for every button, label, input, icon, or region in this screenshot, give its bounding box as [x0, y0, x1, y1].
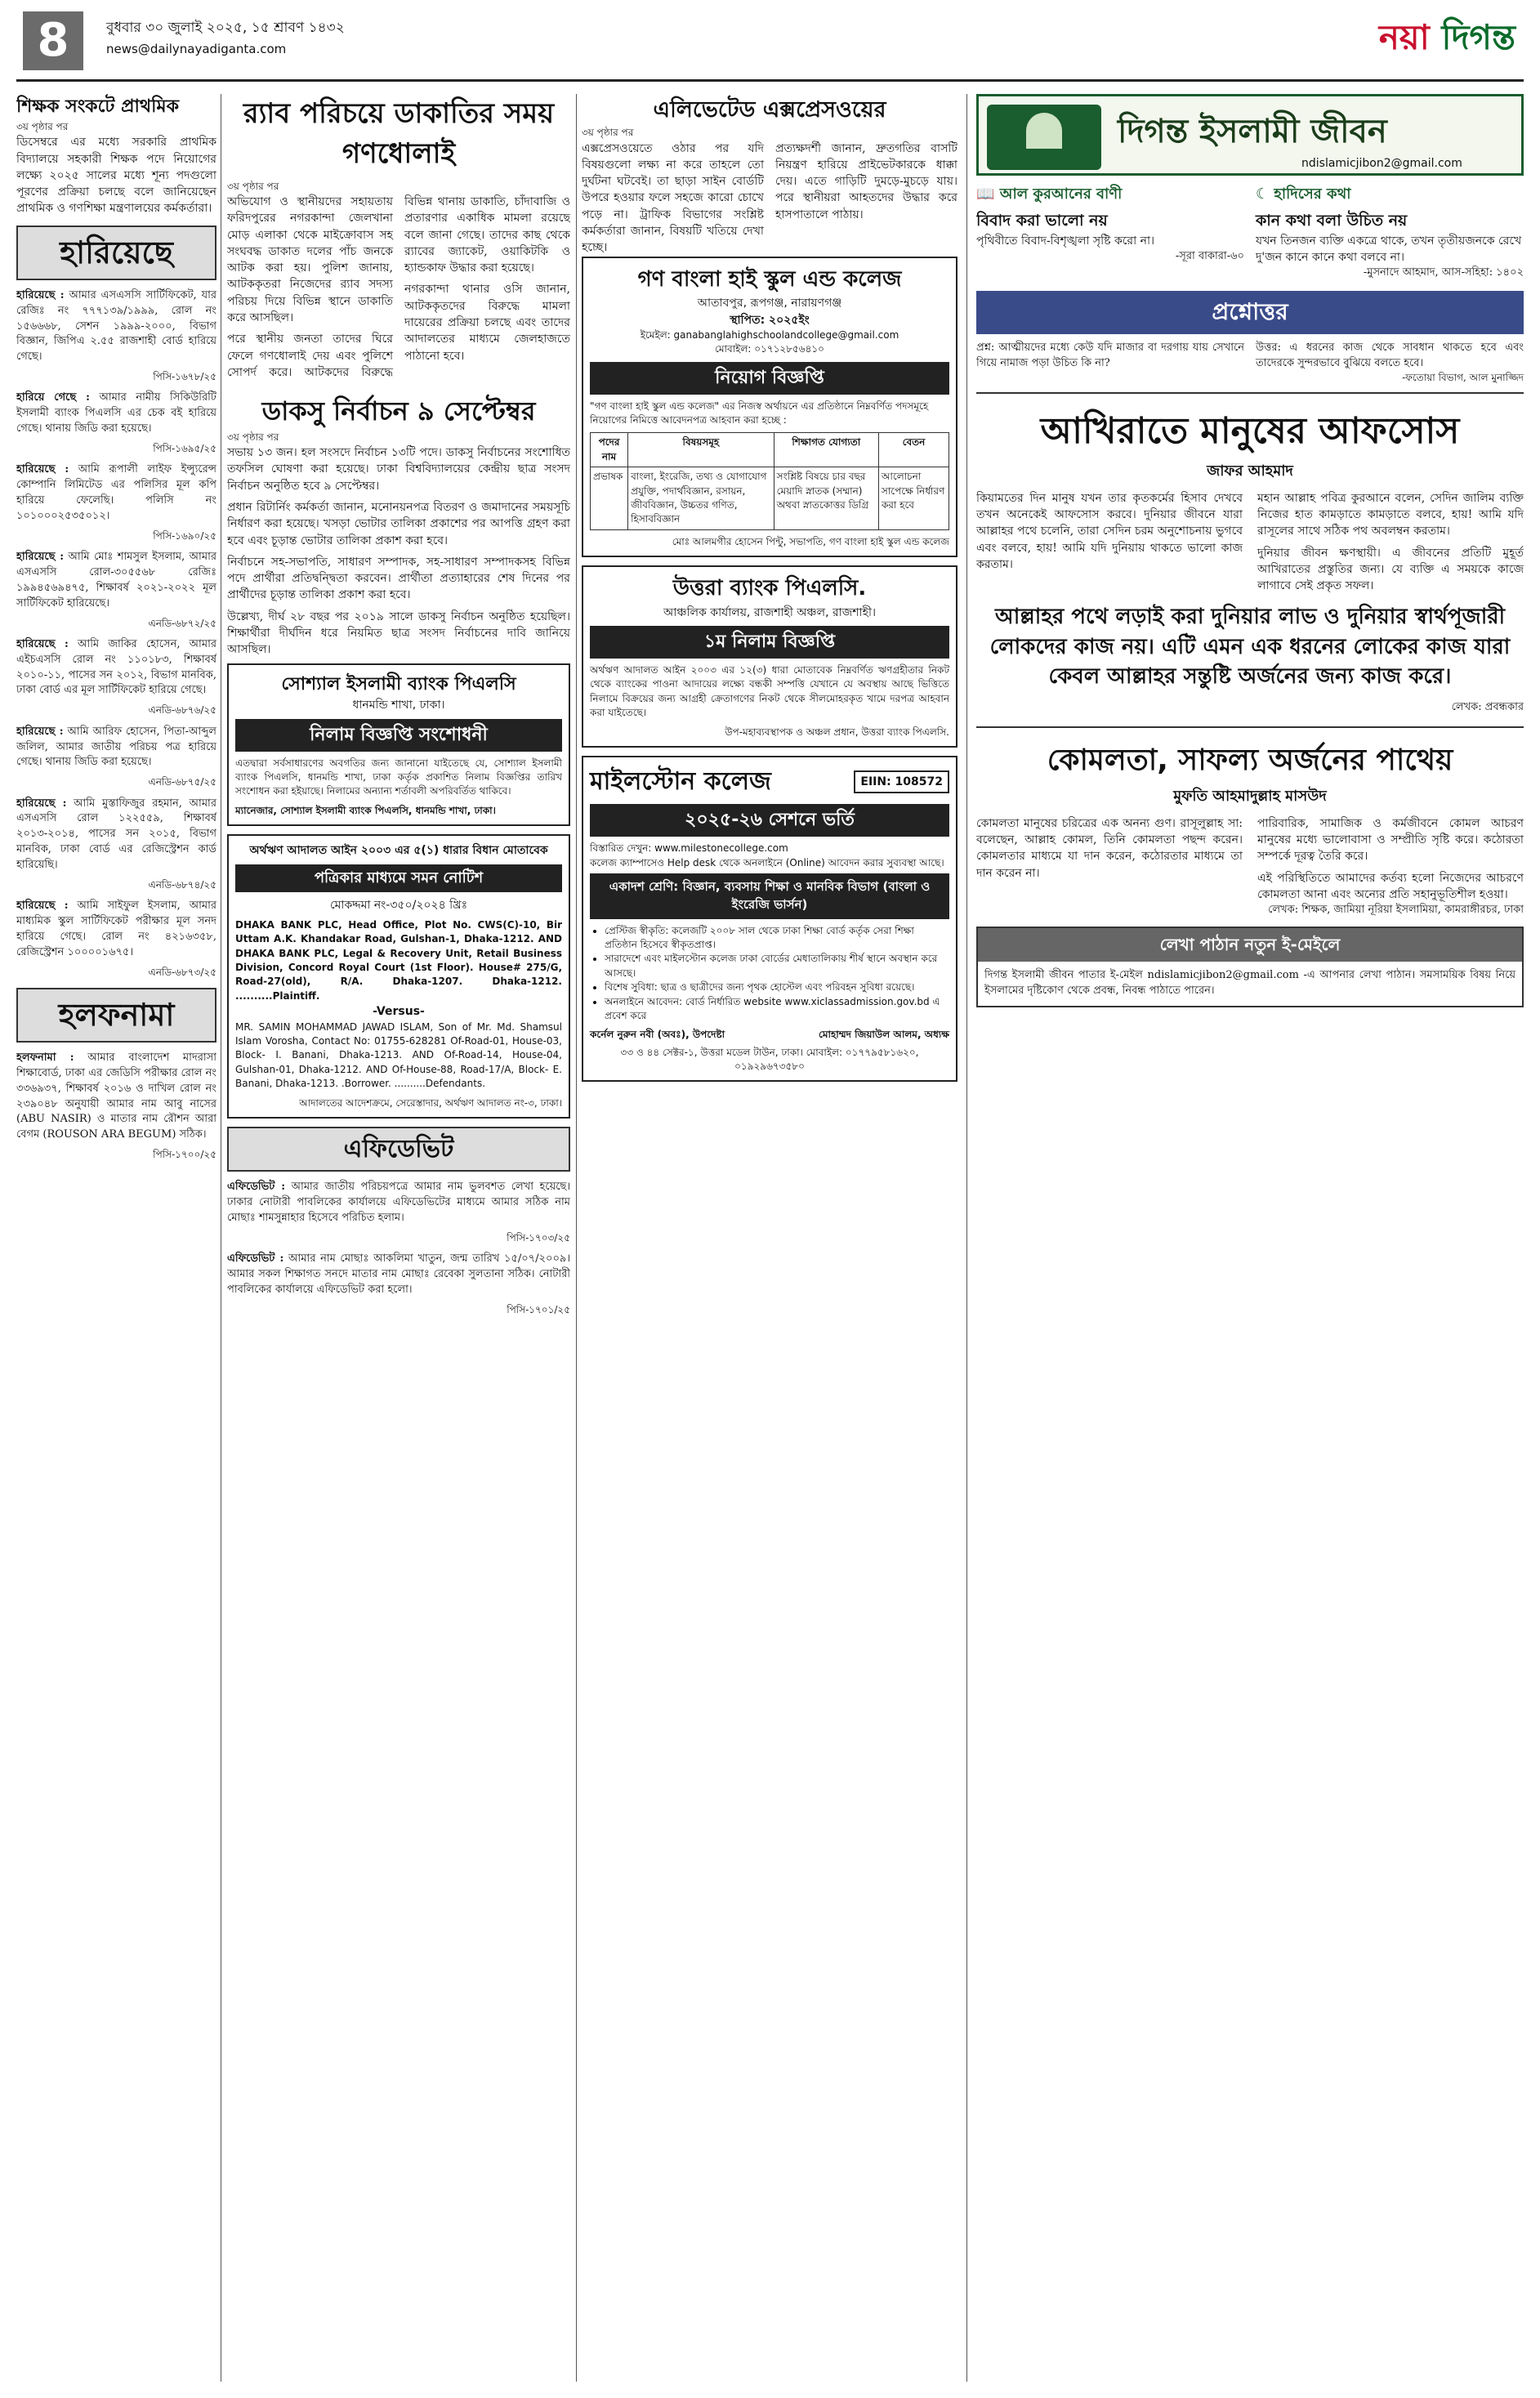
ryab-body: নগরকান্দা থানার ওসি জানান, আটককৃতদের বিরুদ্ধে মামলা দায়েরের প্রক্রিয়া চলছে এবং তাদের আদালতের মাধ্যমে জেলহাজতে পাঠানো হবে।	[404, 283, 570, 363]
qa-question: প্রশ্ন: আত্মীয়দের মধ্যে কেউ যদি মাজার বা দরগায় যায় সেখানে গিয়ে নামাজ পড়া উচিত কি না?	[976, 341, 1244, 369]
submission-text: দিগন্ত ইসলামী জীবন পাতার ই-মেইল ndislamicjibon2@gmail.com -এ আপনার লেখা পাঠান। সমসাময়িক বিষয় নিয়ে ইসলামের দৃষ্টিকোণ থেকে প্রবন্ধ, নিবন্ধ পাঠাতে পারেন।	[984, 969, 1515, 997]
islamic-life-title: দিগন্ত ইসলামী জীবন	[1118, 113, 1387, 150]
column-rule	[966, 94, 967, 2382]
table-header: বিষয়সমূহ	[628, 433, 774, 467]
elevated-body: প্রত্যক্ষদর্শী জানান, দ্রুতগতির বাসটি নিয়ন্ত্রণ হারিয়ে প্রাইভেটকারকে ধাক্কা দেয়। এতে গাড়িটি দুমড়ে-মুচড়ে যায়। পরে স্থানীয়রা আহতদের উদ্ধার করে হাসপাতালে পাঠায়।	[775, 141, 957, 221]
table-cell: বাংলা, ইংরেজি, তথ্য ও যোগাযোগ প্রযুক্তি, পদার্থবিজ্ঞান, রসায়ন, জীববিজ্ঞান, উচ্চতর গণিত, হিসাববিজ্ঞান	[628, 467, 774, 530]
feature1-author-note: লেখক: প্রবন্ধকার	[1451, 700, 1524, 713]
newspaper-logo	[1379, 13, 1515, 63]
masthead	[16, 8, 1524, 82]
column-news-left	[227, 94, 570, 1324]
from-page: ৩য় পৃষ্ঠার পর	[16, 120, 69, 132]
lost-item: হারিয়েছে : আমার এসএসসি সার্টিফিকেট, যার রেজিঃ নং ৭৭৭১৩৯/১৯৯৯, রোল নং ১৫৬৬৬৮, সেশন ১৯৯৯-২০০০, বিভাগ বিজ্ঞান, জিপিএ ২.৫৫ রাজশাহী বোর্ড হারিয়ে গেছে।	[16, 288, 216, 364]
lost-item: হারিয়ে গেছে : আমার নামীয় সিকিউরিটি ইসলামী ব্যাংক পিএলসি এর চেক বই হারিয়ে গেছে। থানায় জিডি করা হয়েছে।	[16, 391, 216, 435]
column-classifieds	[16, 94, 216, 2382]
school-est: স্থাপিত: ২০২৫ইং	[730, 313, 810, 327]
school-intro: "গণ বাংলা হাই স্কুল এন্ড কলেজ" এর নিজস্ব অর্থায়নে এর প্রতিষ্ঠানে নিম্নবর্ণিত পদসমূহে নিয়োগের নিমিত্তে আবেদনপত্র আহবান করা হচ্ছে :	[590, 400, 929, 426]
milestone-point: • সারাদেশে এবং মাইলস্টোন কলেজ ঢাকা বোর্ডের মেধাতালিকায় শীর্ষ স্থানে অবস্থান করে আসছে।	[605, 952, 949, 980]
table-header: বেতন	[878, 433, 949, 467]
lost-sig: পিসি-১৬৯০/২৫	[153, 529, 216, 542]
court-notice	[227, 834, 570, 1119]
milestone-point: • অনলাইনে আবেদন: বোর্ড নির্ধারিত website www.xiclassadmission.gov.bd এ প্রবেশ করে	[605, 995, 949, 1024]
lost-item: হারিয়েছে : আমি মোঃ শামসুল ইসলাম, আমার এসএসসি রোল-৩০৫৫৬৮ রেজিঃ ১৯৯৪৫৬৯৪৭৫, শিক্ষাবর্ষ ২০২১-২০২২ মূল সার্টিফিকেট হারিয়েছে।	[16, 551, 216, 610]
lost-sig: এনডি-৬৮৭২/২৫	[148, 617, 216, 629]
submission-box	[976, 927, 1524, 1007]
uttara-notice: ১ম নিলাম বিজ্ঞপ্তি	[590, 626, 949, 659]
milestone-contact: কর্নেল নুরুন নবী (অবঃ), উপদেষ্টা	[590, 1029, 725, 1041]
sibl-signer: ম্যানেজার, সোশ্যাল ইসলামী ব্যাংক পিএলসি, ধানমন্ডি শাখা, ঢাকা।	[235, 804, 496, 816]
milestone-point: • প্রেস্টিজ স্বীকৃতি: কলেজটি ২০০৮ সাল থেকে ঢাকা শিক্ষা বোর্ড কর্তৃক সেরা শিক্ষা প্রতিষ্ঠান হিসেবে স্বীকৃতপ্রাপ্ত।	[605, 924, 949, 953]
school-mobile: মোবাইল: ০১৭১২৮৫৬৪১০	[715, 343, 824, 355]
ryab-body: পরে স্থানীয় জনতা তাদের ঘিরে ফেলে গণধোলাই দেয় এবং পুলিশে সোপর্দ করে। আটকদের বিরুদ্ধে বিভিন্ন থানায় ডাকাতি, চাঁদাবাজি ও প্রতারণার একাধিক মামলা রয়েছে বলে জানা গেছে। তাদের কাছ থেকে র‍্যাবের জ্যাকেট, ওয়াকিটকি ও হ্যান্ডকাফ উদ্ধার করা হয়েছে।	[227, 194, 570, 379]
crescent-icon: ☾	[1256, 185, 1270, 203]
feature2-byline: মুফতি আহমাদুল্লাহ মাসউদ	[1173, 787, 1327, 805]
sibl-body: এতদ্বারা সর্বসাধারণের অবগতির জন্য জানানো যাইতেছে যে, সোশ্যাল ইসলামী ব্যাংক পিএলসি, ধানমন্ডি শাখা, ঢাকা কর্তৃক প্রকাশিত নিলাম বিজ্ঞপ্তির তারিখ সংশোধন করা হইয়াছে। নিলামের অন্যান্য শর্তাবলী অপরিবর্তিত থাকিবে।	[235, 757, 562, 797]
court-title: অর্থঋণ আদালত আইন ২০০৩ এর ৫(১) ধারার বিধান মোতাবেক	[249, 844, 548, 858]
hadith-title: কান কথা বলা উচিত নয়	[1256, 212, 1408, 230]
milestone-web[interactable]: বিস্তারিত দেখুন: www.milestonecollege.com	[590, 842, 788, 855]
milestone-address: ৩৩ ও ৪৪ সেক্টর-১, উত্তরা মডেল টাউন, ঢাকা। মোবাইল: ০১৭৭৯৫৮১৬২০, ০১৯২৯৬৭৩৫৮০	[620, 1046, 919, 1073]
affidavit-item: এফিডেভিট : আমার জাতীয় পরিচয়পত্রে আমার নাম ভুলবশত লেখা হয়েছে। ঢাকার নোটারী পাবলিকের কার্যালয়ে এফিডেভিটের মাধ্যমে আমার সঠিক নাম মোছাঃ শামসুন্নাহার হিসেবে পরিচিত হলাম।	[227, 1181, 570, 1225]
school-table	[590, 432, 949, 529]
school-ad	[582, 257, 957, 557]
mosque-icon	[987, 105, 1101, 170]
column-news-right	[582, 94, 957, 1090]
affidavit-list-2	[227, 1180, 570, 1317]
logo-green: দিগন্ত	[1441, 17, 1515, 57]
sibl-branch: ধানমন্ডি শাখা, ঢাকা।	[352, 699, 445, 712]
uttara-branch: আঞ্চলিক কার্যালয়, রাজশাহী অঞ্চল, রাজশাহী।	[663, 605, 876, 619]
lost-sig: এনডি-৬৮৭৫/২৫	[148, 776, 216, 788]
milestone-eiin: EIIN: 108572	[854, 770, 949, 793]
dakshu-body: নির্বাচনে সহ-সভাপতি, সাধারণ সম্পাদক, সহ-সাধারণ সম্পাদকসহ বিভিন্ন পদে প্রার্থীরা প্রতিদ্বন্দ্বিতা করবেন। প্রার্থীতা প্রত্যাহারের শেষ দিনের পর প্রার্থীদের চূড়ান্ত তালিকা প্রকাশ করা হবে।	[227, 555, 570, 602]
affidavit-item: এফিডেভিট : আমার নাম মোছাঃ আকলিমা খাতুন, জন্ম তারিখ ১৫/০৭/২০০৯। আমার সকল শিক্ষাগত সনদে মাতার নাম মোছাঃ রেবেকা সুলতানা সঠিক। নোটারী পাবলিকের কার্যালয়ে এফিডেভিট করা হলো।	[227, 1253, 570, 1297]
quran-box	[976, 184, 1244, 281]
dakshu-body: প্রধান রিটার্নিং কর্মকর্তা জানান, মনোনয়নপত্র বিতরণ ও জমাদানের সময়সূচি নির্ধারণ করা হয়েছে। খসড়া ভোটার তালিকা প্রকাশের পর আপত্তি গ্রহণ করা হবে এবং চূড়ান্ত ভোটার তালিকা প্রকাশ করা হবে।	[227, 500, 570, 547]
quran-text: পৃথিবীতে বিবাদ-বিশৃঙ্খলা সৃষ্টি করো না।	[976, 234, 1155, 248]
lost-sig: পিসি-১৬৯৫/২৫	[153, 443, 216, 454]
affidavit-list	[16, 1051, 216, 1162]
hadith-text: যখন তিনজন ব্যক্তি একত্রে থাকে, তখন তৃতীয়জনকে রেখে দু'জন কানে কানে কথা বলবে না।	[1256, 234, 1522, 264]
submission-title: লেখা পাঠান নতুন ই-মেইলে	[978, 928, 1522, 962]
uttara-body: অর্থঋণ আদালত আইন ২০০৩ এর ১২(৩) ধারা মোতাবেক নিম্নবর্ণিত ঋণগ্রহীতার নিকট থেকে ব্যাংকের পাওনা আদায়ের লক্ষ্যে বন্ধকী সম্পত্তি যেখানে যে অবস্থায় আছে ভিত্তিতে নিলামে বিক্রয়ের জন্য আগ্রহী ক্রেতাগণের নিকট থেকে সীলমোহরকৃত খামে দরপত্র আহবান করা যাইতেছে।	[590, 663, 949, 719]
hadith-ref: -মুসনাদে আহমাদ, আস-সহিহা: ১৪০২	[1363, 266, 1524, 279]
teacher-body: ডিসেম্বরে এর মধ্যে সরকারি প্রাথমিক বিদ্যালয়ে সহকারী শিক্ষক পদে নিয়োগের লক্ষ্যে ২০২৫ সালের মধ্যে শূন্য পদগুলো পূরণের প্রক্রিয়া চলছে বলে জানিয়েছেন প্রাথমিক ও গণশিক্ষা মন্ত্রণালয়ের কর্মকর্তারা।	[16, 136, 216, 216]
section-affidavit: হলফনামা	[16, 988, 216, 1043]
table-cell: আলোচনা সাপেক্ষে নির্ধারণ করা হবে	[878, 467, 949, 530]
islamic-life-header	[976, 94, 1524, 176]
quran-ref: -সূরা বাকারা-৬০	[1175, 249, 1244, 262]
table-header: শিক্ষাগত যোগ্যতা	[774, 433, 878, 467]
from-page: ৩য় পৃষ্ঠার পর	[227, 431, 279, 443]
lost-sig: এনডি-৬৮৭৪/২৫	[148, 878, 216, 891]
feature2-title: কোমলতা, সাফল্য অর্জনের পাথেয়	[1047, 744, 1453, 778]
logo-red: নয়া	[1378, 17, 1430, 57]
feature2-author-note: লেখক: শিক্ষক, জামিয়া নূরিয়া ইসলামিয়া, কামরাঙ্গীরচর, ঢাকা	[1268, 904, 1524, 917]
table-cell: প্রভাষক	[591, 467, 628, 530]
feature1-pullquote: আল্লাহর পথে লড়াই করা দুনিয়ার লাভ ও দুনিয়ার স্বার্থপূজারী লোকদের কাজ নয়। এটি এমন এক ধরনের লোকের কাজ যারা কেবল আল্লাহর সন্তুষ্টি অর্জনের জন্য কাজ করে।	[989, 605, 1511, 690]
milestone-session: ২০২৫-২৬ সেশনে ভর্তি	[590, 804, 949, 837]
lost-item: হারিয়েছে : আমি আরিফ হোসেন, পিতা-আব্দুল জলিল, আমার জাতীয় পরিচয় পত্র হারিয়ে গেছে। থানায় জিডি করা হয়েছে।	[16, 725, 216, 769]
dakshu-body: উল্লেখ্য, দীর্ঘ ২৮ বছর পর ২০১৯ সালে ডাকসু নির্বাচন অনুষ্ঠিত হয়েছিল। শিক্ষার্থীরা দীর্ঘদিন ধরে নিয়মিত ছাত্র সংসদ নির্বাচনের দাবি জানিয়ে আসছিল।	[227, 610, 570, 657]
school-name: গণ বাংলা হাই স্কুল এন্ড কলেজ	[637, 266, 902, 292]
lost-item: হারিয়েছে : আমি জাকির হোসেন, আমার এইচএসসি রোল নং ১১০১৮৩, শিক্ষাবর্ষ ২০১০-১১, পাসের সন ২০১২, বিভাগ মানবিক, ঢাকা বোর্ড এর মূল সার্টিফিকেট হারিয়ে গেছে।	[16, 637, 216, 697]
quran-title: বিবাদ করা ভালো নয়	[976, 212, 1108, 230]
feature2-para: কোমলতা মানুষের চরিত্রের এক অনন্য গুণ। রাসূলুল্লাহ সা: বলেছেন, আল্লাহ কোমল, তিনি কোমলতা পছন্দ করেন। কোমলতার মাধ্যমে যা দান করেন, কঠোরতার মাধ্যমে তা দান করেন না।	[976, 816, 1243, 880]
from-page: ৩য় পৃষ্ঠার পর	[582, 127, 634, 139]
lost-item: হারিয়েছে : আমি মুস্তাফিজুর রহমান, আমার এসএসসি রোল ১২২৫৫৯, শিক্ষাবর্ষ ২০১৩-২০১৪, পাসের সন ২০১৫, বিভাগ মানবিক, ঢাকা বোর্ড এর রেজিস্ট্রেশন কার্ড হারিয়েছি।	[16, 797, 216, 871]
sibl-bank: সোশ্যাল ইসলামী ব্যাংক পিএলসি	[281, 673, 516, 694]
court-plaintiff: DHAKA BANK PLC, Head Office, Plot No. CWS(C)-10, Bir Uttam A.K. Khandakar Road, Gulshan-1, Dhaka-1212. AND DHAKA BANK PLC, Legal & Recovery Unit, Retail Business Division, Concord Royal Court (1st Floor). House# 275/G, Road-27(old), R/A. Dhaka-1207. Dhaka-1212. ..........Plaintiff.	[235, 918, 562, 1002]
dakshu-body: সভায় ১৩ জন। হল সংসদে নির্বাচন ১৩টি পদে। ডাকসু নির্বাচনের সংশোধিত তফসিল ঘোষণা করা হয়েছে। ঢাকা বিশ্ববিদ্যালয়ের কেন্দ্রীয় ছাত্র সংসদ নির্বাচন অনুষ্ঠিত হবে ৯ সেপ্টেম্বর।	[227, 446, 570, 493]
table-cell: সংশ্লিষ্ট বিষয়ে চার বছর মেয়াদি স্নাতক (সম্মান) অথবা স্নাতকোত্তর ডিগ্রি	[774, 467, 878, 530]
school-address: আতাবপুর, রূপগঞ্জ, নারায়ণগঞ্জ	[697, 297, 842, 310]
quran-label: 📖 আল কুরআনের বাণী	[976, 185, 1123, 203]
court-defendant: MR. SAMIN MOHAMMAD JAWAD ISLAM, Son of Mr. Md. Shamsul Islam Vorosha, Contact No: 01755-628281 Of-Road-01, House-03, Block- I. Banani, Dhaka-1213. AND Of-Road-14, House-04, Gulshan-01, Dhaka-1212. AND Of-House-88, Road-17/A, Block- E. Banani, Dhaka-1213. .Borrower. ..........Defendants.	[235, 1020, 562, 1090]
headline-dakshu: ডাকসু নির্বাচন ৯ সেপ্টেম্বর	[261, 395, 536, 427]
dateline: বুধবার ৩০ জুলাই ২০২৫, ১৫ শ্রাবণ ১৪৩২	[106, 20, 345, 36]
uttara-bank: উত্তরা ব্যাংক পিএলসি.	[672, 576, 867, 601]
hadith-label: ☾ হাদিসের কথা	[1256, 185, 1351, 203]
lost-list	[16, 288, 216, 980]
milestone-help: কলেজ ক্যাম্পাসেও Help desk থেকে অনলাইনে (Online) আবেদন করার সুব্যবস্থা আছে।	[590, 856, 944, 869]
court-case: মোকদ্দমা নং-৩৫০/২০২৪ খ্রিঃ	[329, 898, 468, 912]
court-footer: আদালতের আদেশক্রমে, সেরেস্তাদার, অর্থঋণ আদালত নং-৩, ঢাকা।	[299, 1096, 562, 1109]
lost-sig: এনডি-৬৮৭৩/২৫	[148, 966, 216, 978]
book-icon: 📖	[976, 185, 995, 203]
sibl-ad	[227, 663, 570, 827]
affidavit-sig: পিসি-১৭০০/২৫	[153, 1149, 216, 1161]
affidavit-sig: পিসি-১৭০৩/২৫	[507, 1231, 570, 1244]
school-notice: নিয়োগ বিজ্ঞপ্তি	[590, 362, 949, 395]
feature1-para: মহান আল্লাহ পবিত্র কুরআনে বলেন, সেদিন জালিম ব্যক্তি নিজের হাত কামড়াতে কামড়াতে বলবে, হায়! আমি যদি রাসূলের সাথে সঠিক পথ অবলম্বন করতাম।	[1257, 491, 1524, 538]
feature1-para: দুনিয়ার জীবন ক্ষণস্থায়ী। এ জীবনের প্রতিটি মুহূর্ত আখিরাতের প্রস্তুতির জন্য। যে ব্যক্তি এ সময়কে কাজে লাগাবে সেই প্রকৃত সফল।	[1257, 546, 1524, 593]
ryab-body: অভিযোগ ও স্থানীয়দের সহায়তায় ফরিদপুরের নগরকান্দা জেলখানা মোড় এলাকা থেকে মাইক্রোবাস সহ সংঘবদ্ধ ডাকাত দলের পাঁচ জনকে আটক করা হয়। পুলিশ জানায়, আটককৃতরা নিজেদের র‍্যাব সদস্য পরিচয় দিয়ে বিভিন্ন স্থানে ডাকাতি করে আসছিল।	[227, 194, 393, 325]
lost-item: হারিয়েছে : আমি রূপালী লাইফ ইন্স্যুরেন্স কোম্পানি লিমিটেড এর পলিসির মূল কপি হারিয়ে ফেলেছি। পলিসি নং ১০১০০০২৫৩৫০১২।	[16, 463, 216, 522]
headline-elevated: এলিভেটেড এক্সপ্রেসওয়ের	[653, 97, 886, 123]
section-lost: হারিয়েছে	[16, 226, 216, 280]
table-row	[591, 467, 949, 530]
lost-sig: এনডি-৬৮৭৬/২৫	[148, 704, 216, 717]
affidavit-item: হলফনামা : আমার বাংলাদেশ মাদরাসা শিক্ষাবোর্ড, ঢাকা এর জেডিসি পরীক্ষার রোল নং ৩৩৬৯৩৭, শিক্ষাবর্ষ ২০১৬ ও দাখিল রোল নং ২৩৯০৪৮ অনুযায়ী আমার নাম আবু নাসের (ABU NASIR) ও মাতার নাম রৌশন আরা বেগম (ROUSON ARA BEGUM) সঠিক।	[16, 1052, 216, 1141]
lost-item: হারিয়েছে : আমি সাইফুল ইসলাম, আমার মাধ্যমিক স্কুল সার্টিফিকেট পরীক্ষার মূল সনদ হারিয়ে গেছে। রোল নং ৪২১৬৩৫৮, রেজিস্ট্রেশন ১০০০০১৬৭৫।	[16, 900, 216, 958]
qa-ref: -ফতোয়া বিভাগ, আল মুনাজ্জিদ	[1402, 372, 1524, 384]
court-versus: -Versus-	[373, 1005, 425, 1019]
column-islamic-life	[976, 94, 1524, 2382]
lost-sig: পিসি-১৬৭৮/২৫	[153, 371, 216, 383]
milestone-point: • বিশেষ সুবিধা: ছাত্র ও ছাত্রীদের জন্য পৃথক হোস্টেল এবং পরিবহন সুবিধা রয়েছে।	[605, 980, 949, 994]
sibl-notice: নিলাম বিজ্ঞপ্তি সংশোধনী	[235, 719, 562, 752]
headline-teacher: শিক্ষক সংকটে প্রাথমিক	[16, 96, 180, 117]
milestone-band: একাদশ শ্রেণি: বিজ্ঞান, ব্যবসায় শিক্ষা ও মানবিক বিভাগ (বাংলা ও ইংরেজি ভার্সন)	[590, 873, 949, 919]
column-rule	[576, 94, 577, 2382]
milestone-ad	[582, 756, 957, 1083]
table-header: পদের নাম	[591, 433, 628, 467]
qa-answer-box	[1256, 341, 1524, 386]
uttara-footer: উপ-মহাব্যবস্থাপক ও অঞ্চল প্রধান, উত্তরা ব্যাংক পিএলসি.	[725, 726, 949, 738]
qa-answer: উত্তর: এ ধরনের কাজ থেকে সাবধান থাকতে হবে এবং তাদেরকে সুন্দরভাবে বুঝিয়ে বলতে হবে।	[1256, 341, 1524, 369]
feature2-para: পারিবারিক, সামাজিক ও কর্মজীবনে কোমল আচরণ মানুষের মধ্যে ভালোবাসা ও সম্প্রীতি সৃষ্টি করে। কঠোরতা সম্পর্কে দূরত্ব তৈরি করে।	[1257, 816, 1524, 864]
qa-band: প্রশ্নোত্তর	[976, 291, 1524, 334]
elevated-body: এক্সপ্রেসওয়েতে ওঠার পর যদি বিষয়গুলো লক্ষ্য না করে তাহলে তো দুর্ঘটনা ঘটবেই। তা ছাড়া সাইন বোর্ডটি উপরে হওয়ার ফলে সহজে কারো চোখে পড়ে না। ট্রাফিক বিভাগের সংশ্লিষ্ট কর্মকর্তারা জানান, বিষয়টি খতিয়ে দেখা হচ্ছে।	[582, 141, 764, 255]
milestone-contact: মোহাম্মদ জিয়াউল আলম, অধ্যক্ষ	[818, 1029, 949, 1041]
court-band: পত্রিকার মাধ্যমে সমন নোটিশ	[235, 864, 562, 892]
header-email[interactable]: news@dailynayadiganta.com	[106, 42, 287, 56]
school-email[interactable]: ইমেইল: ganabanglahighschoolandcollege@gmail.com	[640, 328, 899, 341]
milestone-name: মাইলস্টোন কলেজ	[590, 766, 771, 796]
page-number: 8	[23, 11, 83, 70]
affidavit-sig: পিসি-১৭০১/২৫	[507, 1303, 570, 1315]
section-affidavit-2: এফিডেভিট	[227, 1127, 570, 1172]
hadith-box	[1256, 184, 1524, 281]
feature1-byline: জাফর আহমাদ	[1207, 462, 1293, 480]
islamic-life-email[interactable]: ndislamicjibon2@gmail.com	[1301, 157, 1462, 170]
feature1-title: আখিরাতে মানুষের আফসোস	[1040, 409, 1460, 452]
feature2-para: এই পরিস্থিতিতে আমাদের কর্তব্য হলো নিজেদের আচরণে কোমলতা আনা এবং অন্যের প্রতি সহানুভূতিশীল হওয়া।	[1257, 871, 1524, 901]
headline-ryab: র‍্যাব পরিচয়ে ডাকাতির সময় গণধোলাই	[243, 97, 555, 171]
feature1-para: কিয়ামতের দিন মানুষ যখন তার কৃতকর্মের হিসাব দেখবে তখন অনেকেই আফসোস করবে। দুনিয়ার জীবনে যারা আল্লাহর পথে চলেনি, তারা সেদিন চরম অনুশোচনায় ভুগবে এবং বলবে, হায়! আমি যদি দুনিয়ায় থাকতে ভালো কাজ করতাম।	[976, 491, 1243, 571]
uttara-ad	[582, 565, 957, 748]
from-page: ৩য় পৃষ্ঠার পর	[227, 180, 279, 192]
school-footer: মোঃ আলমগীর হোসেন পিন্টু, সভাপতি, গণ বাংলা হাই স্কুল এন্ড কলেজ	[672, 535, 949, 547]
